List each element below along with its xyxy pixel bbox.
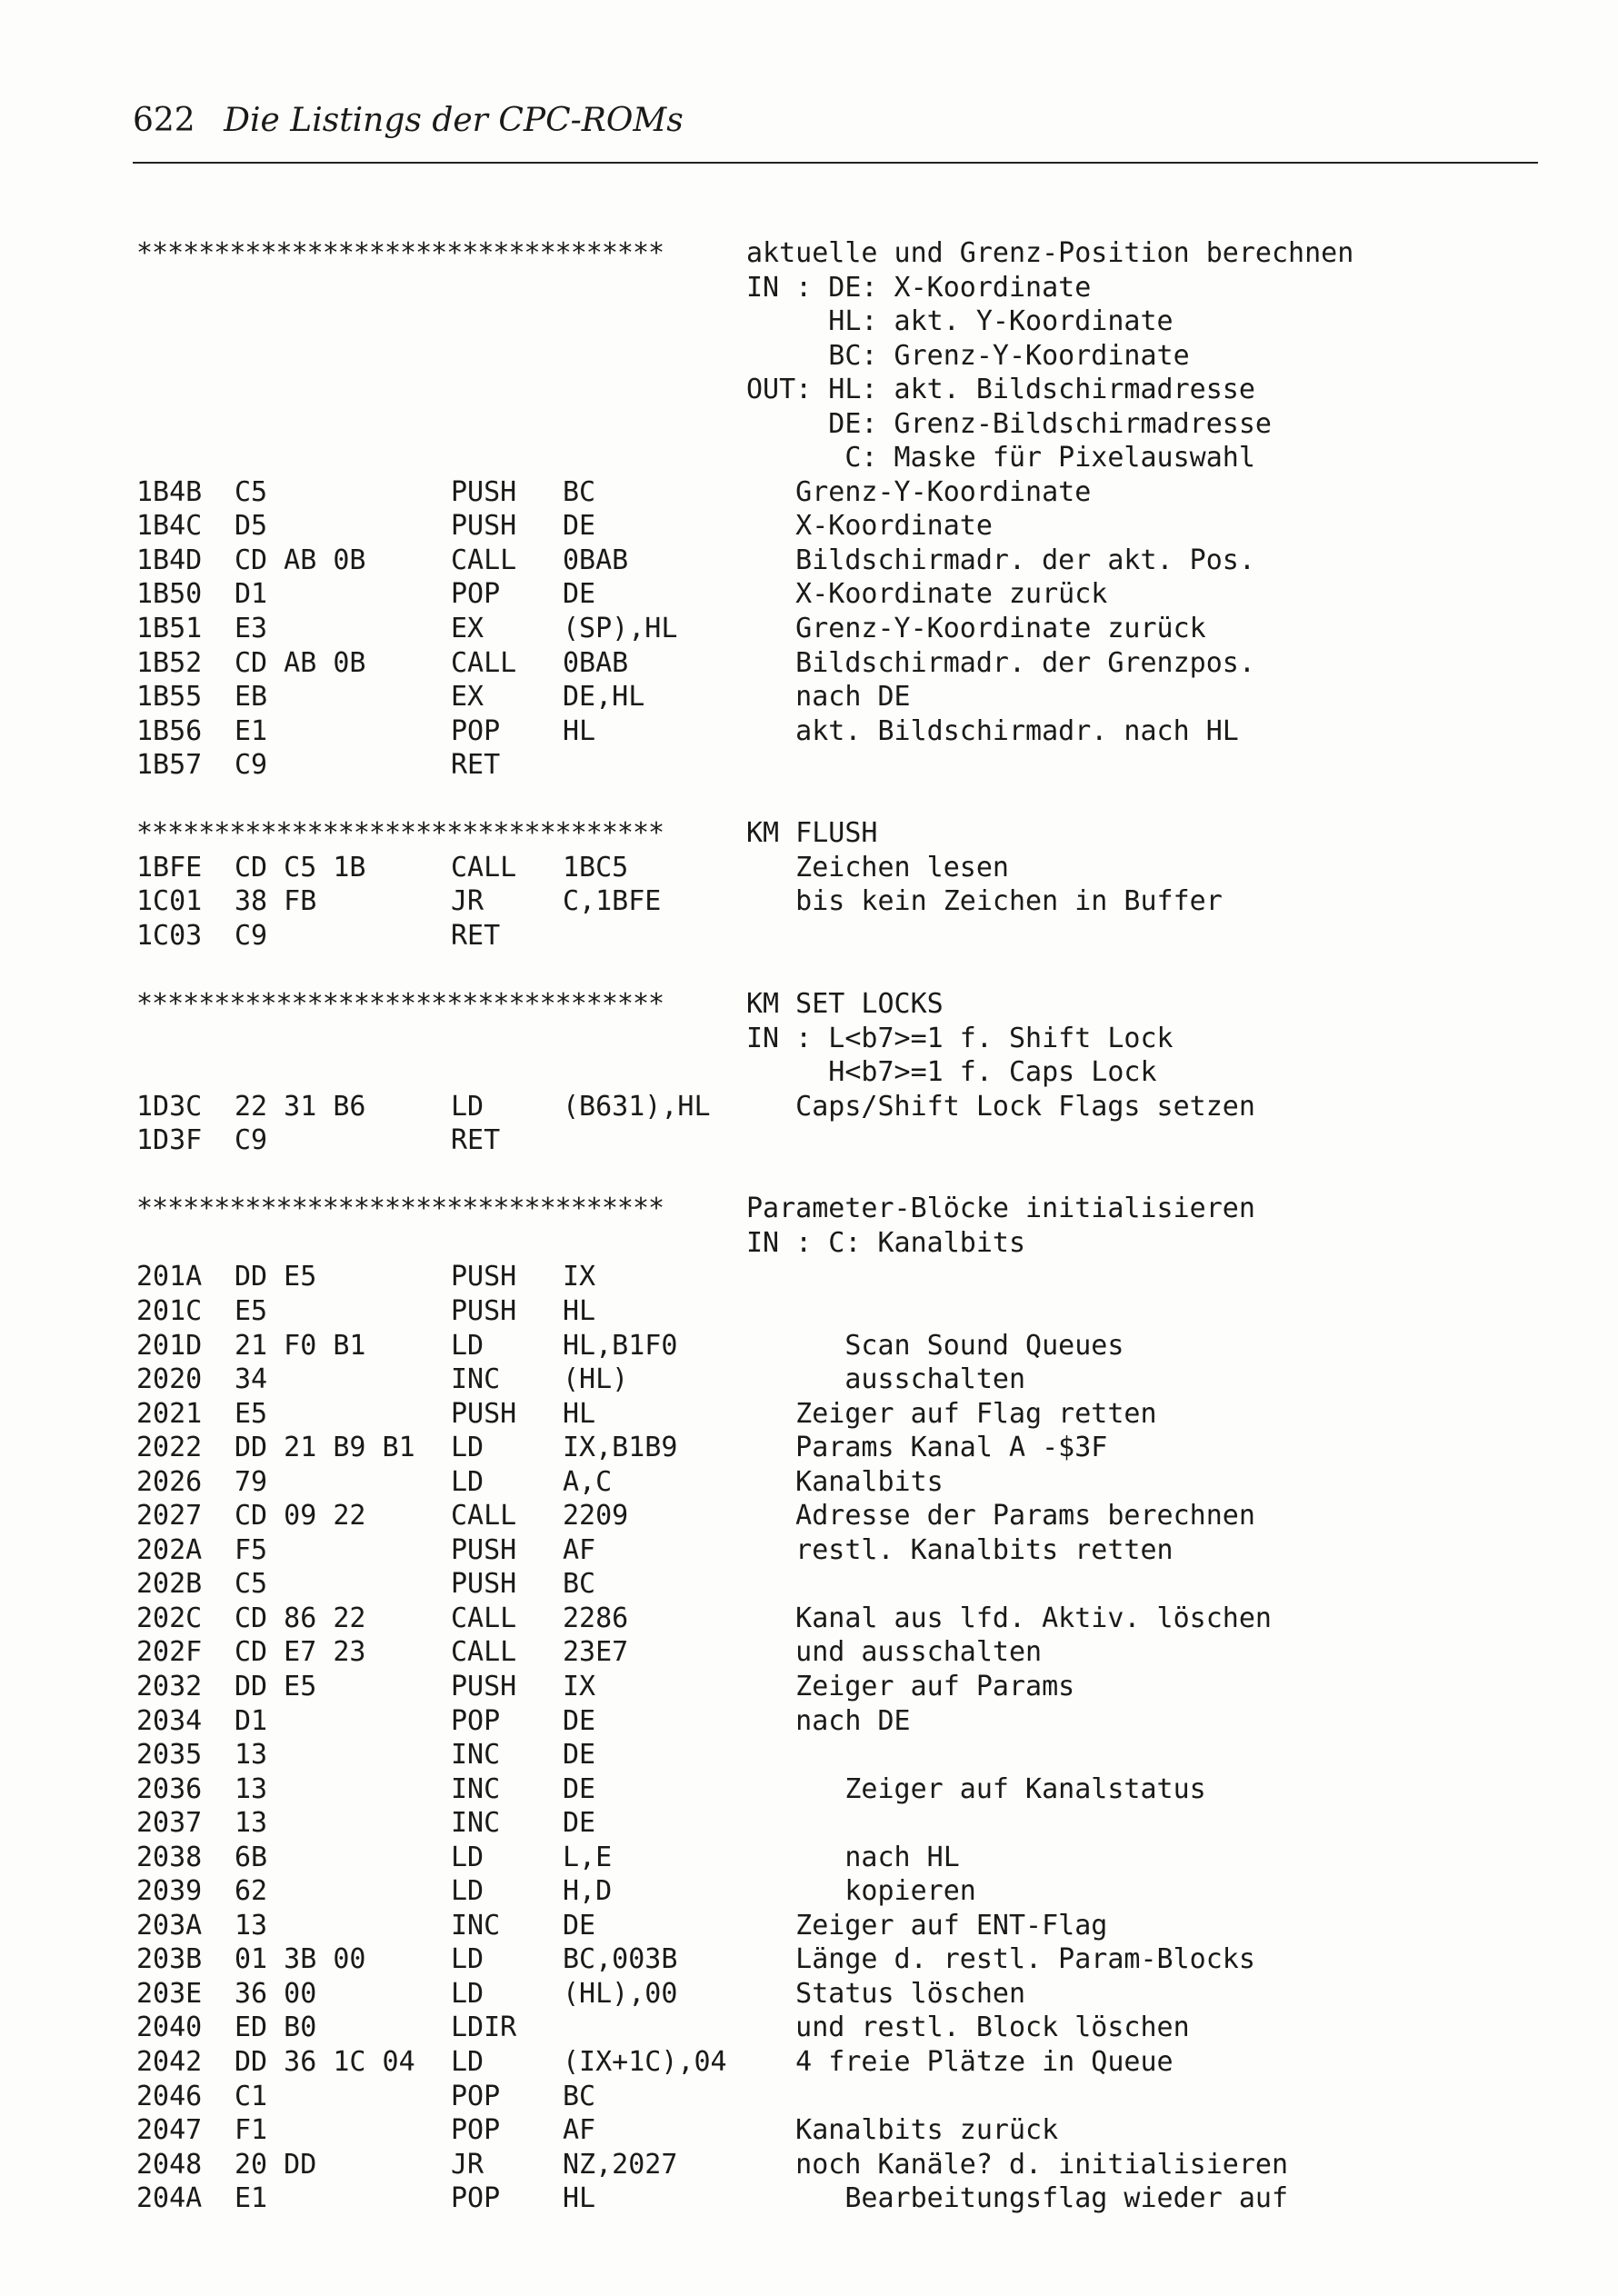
- mnemonic: PUSH: [451, 1294, 517, 1327]
- code-line: [136, 1465, 1554, 1500]
- operand: DE: [563, 1704, 596, 1737]
- address: 2048: [136, 2148, 203, 2181]
- code-line: [136, 646, 1554, 681]
- address: 2040: [136, 2011, 203, 2044]
- section-note: DE: Grenz-Bildschirmadresse: [746, 407, 1272, 440]
- comment: akt. Bildschirmadr. nach HL: [746, 714, 1239, 747]
- opcode-bytes: 13: [235, 1739, 268, 1772]
- mnemonic: PUSH: [451, 475, 517, 508]
- operand: DE: [563, 578, 596, 611]
- opcode-bytes: ED B0: [235, 2011, 317, 2044]
- address: 203E: [136, 1977, 203, 2010]
- comment: Bildschirmadr. der Grenzpos.: [746, 646, 1255, 679]
- comment: bis kein Zeichen in Buffer: [746, 885, 1223, 918]
- address: 1B55: [136, 681, 203, 714]
- opcode-bytes: E5: [235, 1294, 268, 1327]
- code-line: [136, 1260, 1554, 1294]
- address: 2042: [136, 2045, 203, 2078]
- blank-row: [136, 953, 1554, 987]
- section-note-row: [136, 373, 1554, 407]
- opcode-bytes: 62: [235, 1875, 268, 1908]
- mnemonic: PUSH: [451, 510, 517, 543]
- operand: 1BC5: [563, 851, 629, 883]
- mnemonic: PUSH: [451, 1568, 517, 1601]
- address: 2022: [136, 1432, 203, 1464]
- section-note-row: [136, 304, 1554, 339]
- section-title: KM FLUSH: [746, 817, 878, 850]
- opcode-bytes: D1: [235, 1704, 268, 1737]
- address: 2046: [136, 2080, 203, 2112]
- comment: Grenz-Y-Koordinate: [746, 475, 1092, 508]
- comment: nach DE: [746, 1704, 911, 1737]
- mnemonic: JR: [451, 885, 484, 918]
- section-note: OUT: HL: akt. Bildschirmadresse: [746, 374, 1255, 406]
- address: 1B57: [136, 749, 203, 782]
- operand: 23E7: [563, 1636, 629, 1669]
- address: 2037: [136, 1807, 203, 1840]
- opcode-bytes: DD E5: [235, 1261, 317, 1293]
- code-line: [136, 680, 1554, 714]
- comment: restl. Kanalbits retten: [746, 1533, 1174, 1566]
- operand: DE,HL: [563, 681, 645, 714]
- mnemonic: RET: [451, 919, 501, 952]
- address: 203B: [136, 1943, 203, 1976]
- mnemonic: LDIR: [451, 2011, 517, 2044]
- comment: Zeiger auf Params: [746, 1670, 1075, 1702]
- mnemonic: LD: [451, 1432, 484, 1464]
- mnemonic: CALL: [451, 851, 517, 883]
- section-note-row: [136, 441, 1554, 475]
- mnemonic: PUSH: [451, 1397, 517, 1430]
- opcode-bytes: 01 3B 00: [235, 1943, 366, 1976]
- code-line: [136, 1635, 1554, 1670]
- comment: X-Koordinate: [746, 510, 993, 543]
- code-line: [136, 919, 1554, 953]
- opcode-bytes: 34: [235, 1363, 268, 1396]
- operand: AF: [563, 2114, 596, 2147]
- mnemonic: EX: [451, 681, 484, 714]
- code-line: [136, 1841, 1554, 1875]
- section-note-row: [136, 1226, 1554, 1261]
- address: 1B4D: [136, 544, 203, 576]
- operand: IX,B1B9: [563, 1432, 678, 1464]
- address: 1C01: [136, 885, 203, 918]
- operand: BC: [563, 1568, 596, 1601]
- address: 2038: [136, 1841, 203, 1873]
- operand: 2286: [563, 1602, 629, 1634]
- comment: X-Koordinate zurück: [746, 578, 1108, 611]
- mnemonic: JR: [451, 2148, 484, 2181]
- mnemonic: LD: [451, 1875, 484, 1908]
- section-note: BC: Grenz-Y-Koordinate: [746, 339, 1190, 372]
- comment: Caps/Shift Lock Flags setzen: [746, 1090, 1255, 1123]
- opcode-bytes: 79: [235, 1465, 268, 1498]
- mnemonic: INC: [451, 1363, 501, 1396]
- comment: und ausschalten: [746, 1636, 1043, 1669]
- opcode-bytes: C9: [235, 919, 268, 952]
- comment: Zeichen lesen: [746, 851, 1009, 883]
- code-line: [136, 612, 1554, 646]
- comment: und restl. Block löschen: [746, 2011, 1190, 2044]
- operand: (B631),HL: [563, 1090, 711, 1123]
- operand: BC: [563, 475, 596, 508]
- section-note-row: [136, 1055, 1554, 1090]
- operand: DE: [563, 510, 596, 543]
- opcode-bytes: F5: [235, 1533, 268, 1566]
- address: 1B52: [136, 646, 203, 679]
- opcode-bytes: 38 FB: [235, 885, 317, 918]
- address: 1D3C: [136, 1090, 203, 1123]
- comment: Bildschirmadr. der akt. Pos.: [746, 544, 1255, 576]
- comment: Zeiger auf Flag retten: [746, 1397, 1157, 1430]
- operand: HL,B1F0: [563, 1329, 678, 1362]
- opcode-bytes: C5: [235, 475, 268, 508]
- address: 1B51: [136, 613, 203, 645]
- code-line: [136, 2045, 1554, 2080]
- code-line: [136, 1874, 1554, 1909]
- address: 201C: [136, 1294, 203, 1327]
- code-line: [136, 1772, 1554, 1807]
- section-note: IN : L<b7>=1 f. Shift Lock: [746, 1022, 1174, 1054]
- mnemonic: RET: [451, 1124, 501, 1157]
- section-note: IN : DE: X-Koordinate: [746, 271, 1092, 304]
- opcode-bytes: DD 36 1C 04: [235, 2045, 415, 2078]
- comment: Länge d. restl. Param-Blocks: [746, 1943, 1255, 1976]
- operand: DE: [563, 1909, 596, 1942]
- opcode-bytes: C9: [235, 749, 268, 782]
- address: 1D3F: [136, 1124, 203, 1157]
- operand: DE: [563, 1772, 596, 1805]
- opcode-bytes: 20 DD: [235, 2148, 317, 2181]
- code-line: [136, 1602, 1554, 1636]
- mnemonic: LD: [451, 1841, 484, 1873]
- code-line: [136, 884, 1554, 919]
- address: 2032: [136, 1670, 203, 1702]
- opcode-bytes: CD C5 1B: [235, 851, 366, 883]
- code-line: [136, 1806, 1554, 1841]
- operand: IX: [563, 1261, 596, 1293]
- blank-row: [136, 1158, 1554, 1193]
- opcode-bytes: E1: [235, 2182, 268, 2215]
- opcode-bytes: EB: [235, 681, 268, 714]
- operand: IX: [563, 1670, 596, 1702]
- comment: Kanalbits: [746, 1465, 944, 1498]
- code-line: [136, 1670, 1554, 1704]
- address: 2047: [136, 2114, 203, 2147]
- section-note: H<b7>=1 f. Caps Lock: [746, 1056, 1157, 1089]
- opcode-bytes: C9: [235, 1124, 268, 1157]
- section-note-row: [136, 407, 1554, 442]
- comment: ausschalten: [746, 1363, 1026, 1396]
- code-line: [136, 2113, 1554, 2148]
- code-line: [136, 1499, 1554, 1533]
- mnemonic: INC: [451, 1772, 501, 1805]
- code-line: [136, 1123, 1554, 1158]
- mnemonic: LD: [451, 1977, 484, 2010]
- section-heading-row: [136, 236, 1554, 271]
- address: 2020: [136, 1363, 203, 1396]
- comment: Adresse der Params berechnen: [746, 1500, 1255, 1532]
- mnemonic: INC: [451, 1807, 501, 1840]
- mnemonic: POP: [451, 2080, 501, 2112]
- mnemonic: CALL: [451, 646, 517, 679]
- assembler-listing: [136, 236, 1554, 2216]
- opcode-bytes: 13: [235, 1772, 268, 1805]
- section-note: IN : C: Kanalbits: [746, 1226, 1026, 1259]
- code-line: [136, 1090, 1554, 1124]
- address: 202F: [136, 1636, 203, 1669]
- blank-row: [136, 783, 1554, 817]
- mnemonic: POP: [451, 2182, 501, 2215]
- section-heading-row: [136, 987, 1554, 1022]
- code-line: [136, 1567, 1554, 1602]
- separator-stars: **********************************: [136, 988, 664, 1021]
- address: 2034: [136, 1704, 203, 1737]
- operand: (IX+1C),04: [563, 2045, 727, 2078]
- comment: Kanalbits zurück: [746, 2114, 1059, 2147]
- mnemonic: POP: [451, 1704, 501, 1737]
- address: 2036: [136, 1772, 203, 1805]
- code-line: [136, 2080, 1554, 2114]
- mnemonic: CALL: [451, 1636, 517, 1669]
- code-line: [136, 1704, 1554, 1739]
- opcode-bytes: DD 21 B9 B1: [235, 1432, 415, 1464]
- address: 1B4B: [136, 475, 203, 508]
- address: 1BFE: [136, 851, 203, 883]
- mnemonic: EX: [451, 613, 484, 645]
- code-line: [136, 1738, 1554, 1772]
- comment: Params Kanal A -$3F: [746, 1432, 1108, 1464]
- section-note-row: [136, 339, 1554, 374]
- comment: kopieren: [746, 1875, 976, 1908]
- code-line: [136, 544, 1554, 578]
- opcode-bytes: E5: [235, 1397, 268, 1430]
- mnemonic: INC: [451, 1909, 501, 1942]
- separator-stars: **********************************: [136, 1193, 664, 1225]
- code-line: [136, 509, 1554, 544]
- opcode-bytes: 6B: [235, 1841, 268, 1873]
- operand: HL: [563, 1294, 596, 1327]
- comment: Status löschen: [746, 1977, 1026, 2010]
- opcode-bytes: CD 86 22: [235, 1602, 366, 1634]
- operand: L,E: [563, 1841, 613, 1873]
- opcode-bytes: E1: [235, 714, 268, 747]
- comment: Grenz-Y-Koordinate zurück: [746, 613, 1206, 645]
- operand: HL: [563, 1397, 596, 1430]
- page-header: [133, 102, 1538, 139]
- mnemonic: CALL: [451, 1500, 517, 1532]
- comment: Bearbeitungsflag wieder auf: [746, 2182, 1289, 2215]
- mnemonic: INC: [451, 1739, 501, 1772]
- header-rule: [133, 162, 1538, 164]
- code-line: [136, 1977, 1554, 2011]
- section-heading-row: [136, 816, 1554, 851]
- comment: Zeiger auf Kanalstatus: [746, 1772, 1206, 1805]
- operand: HL: [563, 714, 596, 747]
- mnemonic: LD: [451, 1090, 484, 1123]
- mnemonic: LD: [451, 1329, 484, 1362]
- operand: H,D: [563, 1875, 613, 1908]
- code-line: [136, 851, 1554, 885]
- operand: DE: [563, 1739, 596, 1772]
- opcode-bytes: 13: [235, 1909, 268, 1942]
- opcode-bytes: F1: [235, 2114, 268, 2147]
- address: 202B: [136, 1568, 203, 1601]
- address: 201D: [136, 1329, 203, 1362]
- page-title: Die Listings der CPC-ROMs: [224, 102, 684, 139]
- comment: Kanal aus lfd. Aktiv. löschen: [746, 1602, 1272, 1634]
- operand: (HL): [563, 1363, 629, 1396]
- mnemonic: LD: [451, 1465, 484, 1498]
- opcode-bytes: C5: [235, 1568, 268, 1601]
- code-line: [136, 2148, 1554, 2182]
- address: 1B56: [136, 714, 203, 747]
- operand: C,1BFE: [563, 885, 662, 918]
- code-line: [136, 2181, 1554, 2216]
- operand: 2209: [563, 1500, 629, 1532]
- opcode-bytes: 13: [235, 1807, 268, 1840]
- mnemonic: POP: [451, 2114, 501, 2147]
- code-line: [136, 1942, 1554, 1977]
- section-note: C: Maske für Pixelauswahl: [746, 442, 1255, 474]
- address: 2039: [136, 1875, 203, 1908]
- comment: 4 freie Plätze in Queue: [746, 2045, 1174, 2078]
- address: 203A: [136, 1909, 203, 1942]
- operand: BC: [563, 2080, 596, 2112]
- address: 2035: [136, 1739, 203, 1772]
- address: 1B4C: [136, 510, 203, 543]
- mnemonic: LD: [451, 1943, 484, 1976]
- comment: nach HL: [746, 1841, 960, 1873]
- operand: BC,003B: [563, 1943, 678, 1976]
- mnemonic: PUSH: [451, 1670, 517, 1702]
- opcode-bytes: C1: [235, 2080, 268, 2112]
- address: 2021: [136, 1397, 203, 1430]
- code-line: [136, 1397, 1554, 1432]
- code-line: [136, 1363, 1554, 1397]
- section-note: HL: akt. Y-Koordinate: [746, 305, 1174, 338]
- mnemonic: PUSH: [451, 1533, 517, 1566]
- opcode-bytes: E3: [235, 613, 268, 645]
- code-line: [136, 1431, 1554, 1465]
- section-heading-row: [136, 1192, 1554, 1226]
- comment: Zeiger auf ENT-Flag: [746, 1909, 1108, 1942]
- operand: (SP),HL: [563, 613, 678, 645]
- operand: 0BAB: [563, 544, 629, 576]
- code-line: [136, 1329, 1554, 1363]
- opcode-bytes: D1: [235, 578, 268, 611]
- code-line: [136, 748, 1554, 783]
- operand: A,C: [563, 1465, 613, 1498]
- code-line: [136, 2011, 1554, 2045]
- section-title: Parameter-Blöcke initialisieren: [746, 1193, 1255, 1225]
- mnemonic: POP: [451, 578, 501, 611]
- address: 2026: [136, 1465, 203, 1498]
- mnemonic: RET: [451, 749, 501, 782]
- code-line: [136, 714, 1554, 749]
- opcode-bytes: 21 F0 B1: [235, 1329, 366, 1362]
- operand: 0BAB: [563, 646, 629, 679]
- opcode-bytes: CD AB 0B: [235, 544, 366, 576]
- address: 202C: [136, 1602, 203, 1634]
- opcode-bytes: CD 09 22: [235, 1500, 366, 1532]
- code-line: [136, 1533, 1554, 1568]
- code-line: [136, 475, 1554, 510]
- section-note-row: [136, 1022, 1554, 1056]
- page-number: 622: [133, 102, 195, 139]
- address: 1B50: [136, 578, 203, 611]
- comment: noch Kanäle? d. initialisieren: [746, 2148, 1289, 2181]
- operand: NZ,2027: [563, 2148, 678, 2181]
- operand: HL: [563, 2182, 596, 2215]
- comment: nach DE: [746, 681, 911, 714]
- operand: AF: [563, 1533, 596, 1566]
- address: 2027: [136, 1500, 203, 1532]
- opcode-bytes: CD E7 23: [235, 1636, 366, 1669]
- separator-stars: **********************************: [136, 817, 664, 850]
- section-title: KM SET LOCKS: [746, 988, 944, 1021]
- code-line: [136, 577, 1554, 612]
- code-line: [136, 1909, 1554, 1943]
- section-title: aktuelle und Grenz-Position berechnen: [746, 237, 1354, 269]
- comment: Scan Sound Queues: [746, 1329, 1124, 1362]
- opcode-bytes: D5: [235, 510, 268, 543]
- mnemonic: CALL: [451, 1602, 517, 1634]
- separator-stars: **********************************: [136, 237, 664, 269]
- opcode-bytes: DD E5: [235, 1670, 317, 1702]
- address: 204A: [136, 2182, 203, 2215]
- opcode-bytes: 22 31 B6: [235, 1090, 366, 1123]
- operand: (HL),00: [563, 1977, 678, 2010]
- mnemonic: PUSH: [451, 1261, 517, 1293]
- code-line: [136, 1294, 1554, 1329]
- opcode-bytes: 36 00: [235, 1977, 317, 2010]
- operand: DE: [563, 1807, 596, 1840]
- mnemonic: CALL: [451, 544, 517, 576]
- mnemonic: POP: [451, 714, 501, 747]
- address: 1C03: [136, 919, 203, 952]
- address: 202A: [136, 1533, 203, 1566]
- opcode-bytes: CD AB 0B: [235, 646, 366, 679]
- section-note-row: [136, 271, 1554, 305]
- address: 201A: [136, 1261, 203, 1293]
- mnemonic: LD: [451, 2045, 484, 2078]
